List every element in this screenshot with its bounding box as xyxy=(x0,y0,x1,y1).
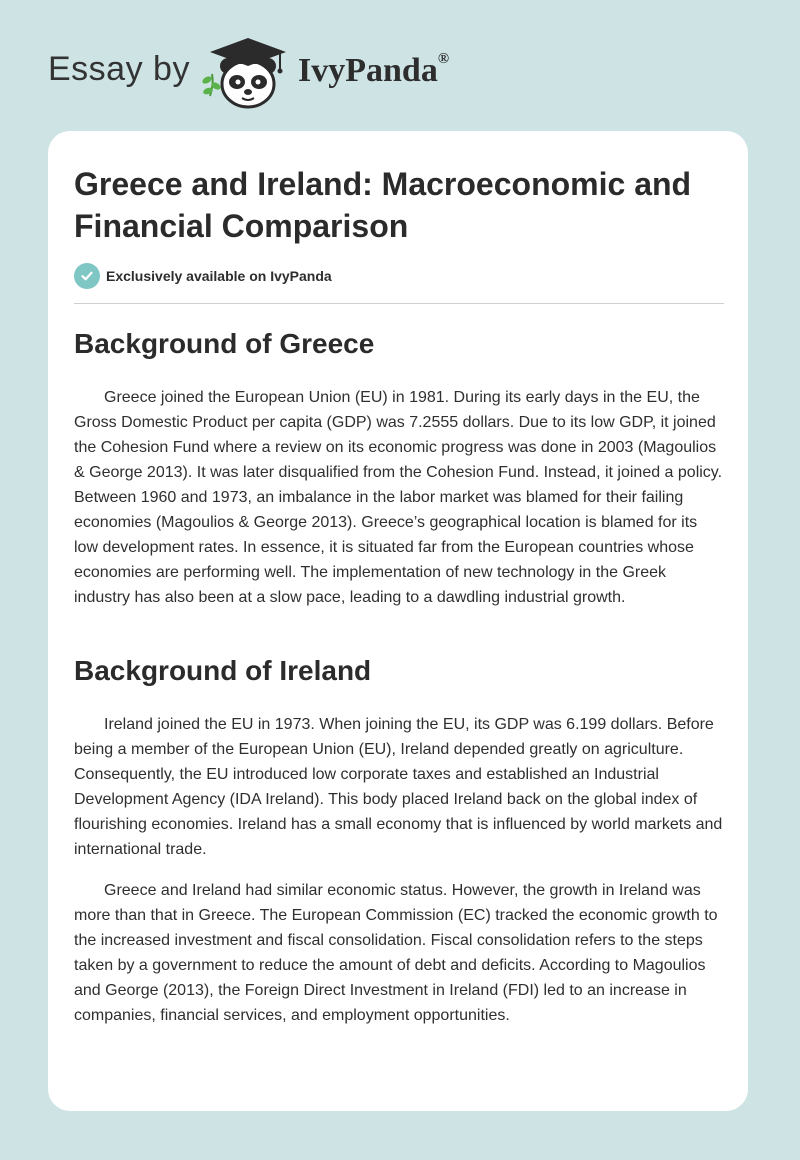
article-title: Greece and Ireland: Macroeconomic and Financial Comparison xyxy=(74,166,692,244)
panda-logo-icon[interactable] xyxy=(200,36,296,110)
registered-mark: ® xyxy=(437,50,450,67)
title-divider xyxy=(74,303,724,304)
essay-by-label: Essay by xyxy=(48,50,190,88)
section-heading-greece: Background of Greece xyxy=(74,328,375,359)
paragraph-greece: Greece joined the European Union (EU) in 1981. During its early days in the EU, the Gross Domestic Product per capita (GDP) was 7.2555 dollars. Due to its low GDP, it joined the Cohesion Fund where a review on its economic progress was done in 2003 (Magoulios & George 2013). It was later disqualified from the Cohesion Fund. Instead, it joined a policy. Between 1960 and 1973, an imbalance in the labor market was blamed for their failing economies (Magoulios & George 2013). Greece’s geographical location is blamed for its low development rates. In essence, it is situated far from the European countries whose economies are performing well. The implementation of new technology in the Greek industry has also been at a slow pace, leading to a dawdling industrial growth. xyxy=(74,389,723,606)
site-header xyxy=(0,0,800,130)
brand-name[interactable]: IvyPanda® xyxy=(298,50,450,89)
section-heading-ireland: Background of Ireland xyxy=(74,655,372,686)
article-card xyxy=(48,131,748,1111)
check-circle-icon xyxy=(74,263,100,289)
exclusive-label: Exclusively available on IvyPanda xyxy=(106,268,332,284)
paragraph-ireland-2: Greece and Ireland had similar economic status. However, the growth in Ireland was more than that in Greece. The European Commission (EC) tracked the economic growth to the increased investment and fiscal consolidation. Fiscal consolidation refers to the steps taken by a government to reduce the amount of debt and deficits. According to Magoulios and George (2013), the Foreign Direct Investment in Ireland (FDI) led to an increase in companies, financial services, and employment opportunities. xyxy=(74,882,718,1024)
exclusive-badge xyxy=(74,263,332,289)
paragraph-ireland-1: Ireland joined the EU in 1973. When joining the EU, its GDP was 6.199 dollars. Before being a member of the European Union (EU), Ireland depended greatly on agriculture. Consequently, the EU introduced low corporate taxes and established an Industrial Development Agency (IDA Ireland). This body placed Ireland back on the global index of flourishing economies. Ireland has a small economy that is influenced by world markets and international trade. xyxy=(74,716,723,858)
